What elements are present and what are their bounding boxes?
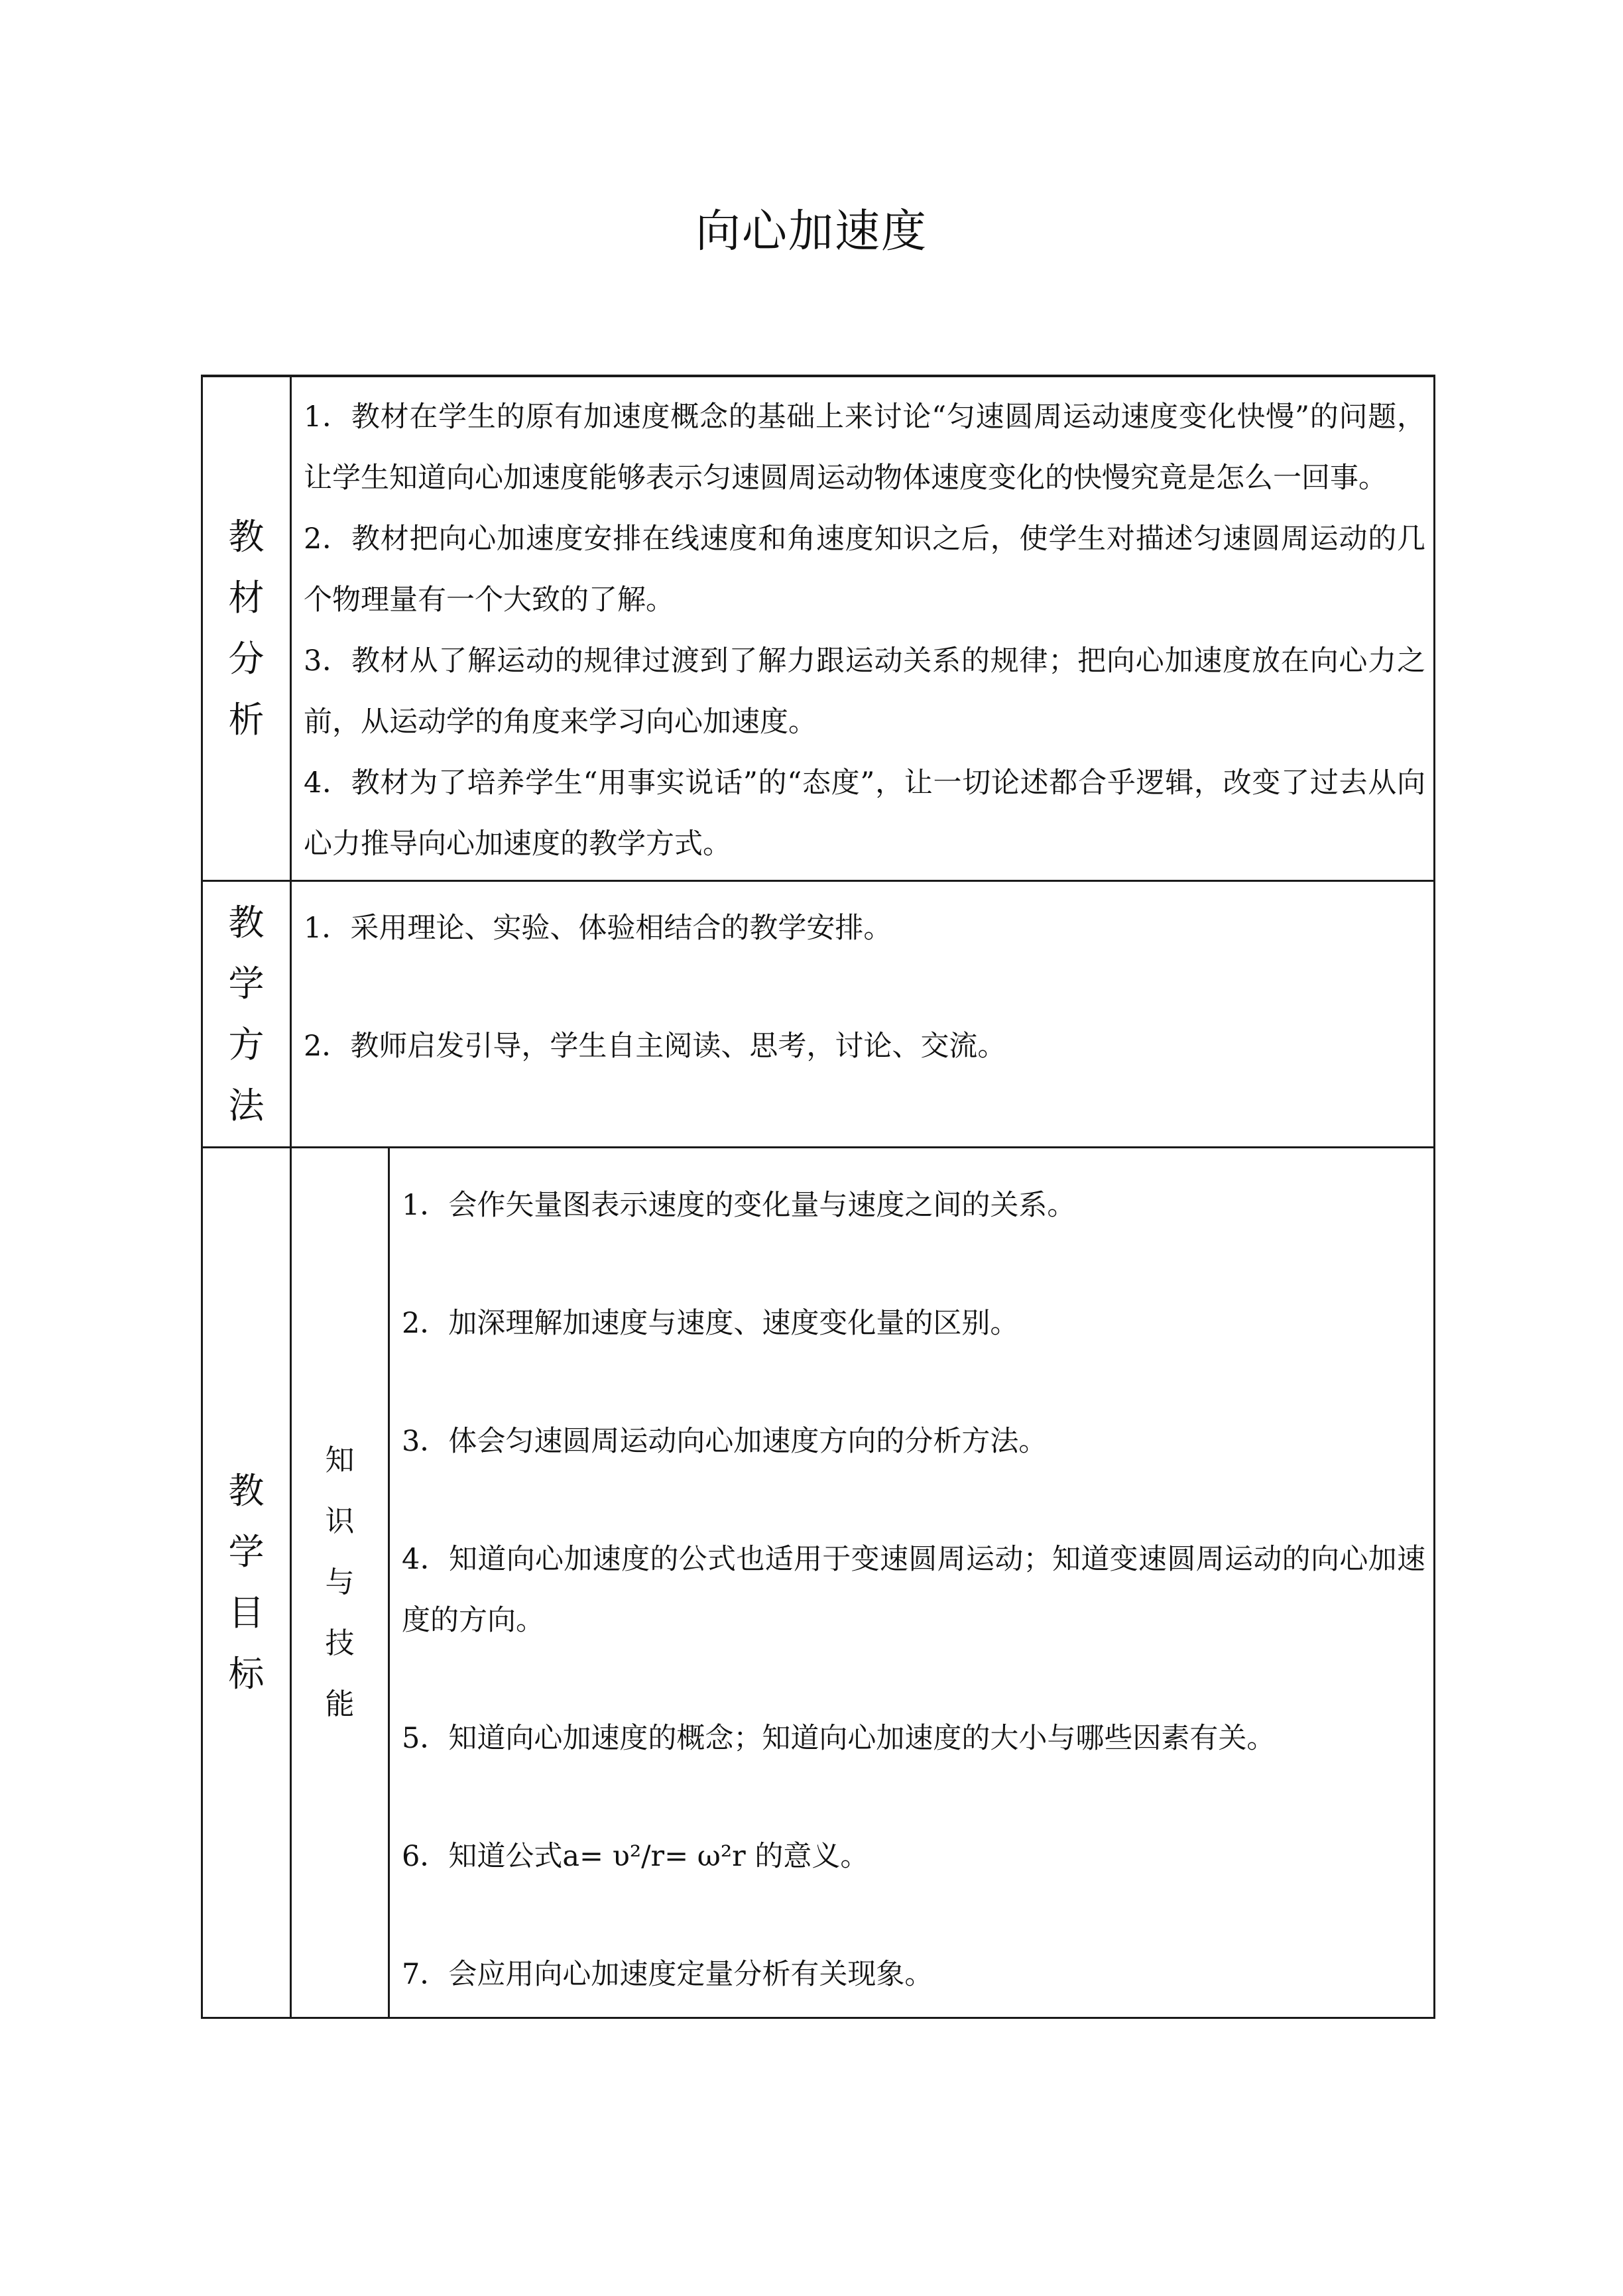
method-item: 1．采用理论、实验、体验相结合的教学安排。	[304, 912, 892, 945]
analysis-item: 2．教材把向心加速度安排在线速度和角速度知识之后，使学生对描述匀速圆周运动的几个物理量有一个大致的了解。	[304, 522, 1425, 617]
method-label: 教 学 方 法	[202, 881, 291, 1148]
goal-item: 1．会作矢量图表示速度的变化量与速度之间的关系。	[402, 1189, 1076, 1222]
analysis-label: 教 材 分 析	[202, 376, 291, 881]
method-content	[291, 881, 1435, 1148]
document-title: 向心加速度	[695, 206, 928, 258]
goals-content	[389, 1148, 1435, 2018]
goal-item: 5．知道向心加速度的概念；知道向心加速度的大小与哪些因素有关。	[402, 1722, 1276, 1755]
goal-item: 2．加深理解加速度与速度、速度变化量的区别。	[402, 1307, 1019, 1340]
method-row	[202, 881, 1435, 1148]
analysis-item: 4．教材为了培养学生“用事实说话”的“态度”，让一切论述都合乎逻辑，改变了过去从向心力推导向心加速度的教学方式。	[304, 766, 1425, 861]
goal-item: 7．会应用向心加速度定量分析有关现象。	[402, 1958, 933, 1991]
goal-item: 6．知道公式a= υ²/r= ω²r 的意义。	[402, 1840, 869, 1873]
analysis-row	[202, 376, 1435, 881]
analysis-item: 1．教材在学生的原有加速度概念的基础上来讨论“匀速圆周运动速度变化快慢”的问题，让学生知道向心加速度能够表示匀速圆周运动物体速度变化的快慢究竟是怎么一回事。	[304, 400, 1425, 495]
goal-item: 3．体会匀速圆周运动向心加速度方向的分析方法。	[402, 1425, 1048, 1458]
lesson-plan-table	[201, 375, 1435, 2019]
goal-item: 4．知道向心加速度的公式也适用于变速圆周运动；知道变速圆周运动的向心加速度的方向。	[402, 1543, 1425, 1637]
knowledge-skills-label: 知 识 与 技 能	[291, 1148, 389, 2018]
goals-row	[202, 1148, 1435, 2018]
analysis-content	[291, 376, 1435, 881]
analysis-item: 3．教材从了解运动的规律过渡到了解力跟运动关系的规律；把向心加速度放在向心力之前，从运动学的角度来学习向心加速度。	[304, 644, 1425, 739]
goals-label: 教 学 目 标	[202, 1148, 291, 2018]
method-item: 2．教师启发引导，学生自主阅读、思考，讨论、交流。	[304, 1030, 1006, 1063]
